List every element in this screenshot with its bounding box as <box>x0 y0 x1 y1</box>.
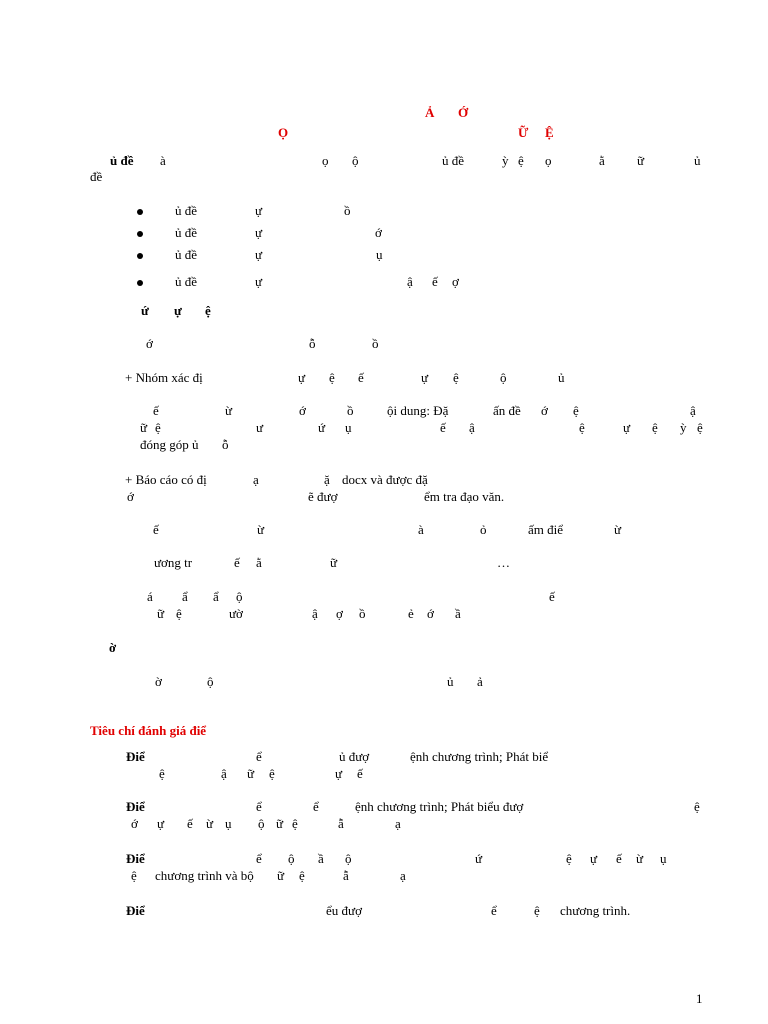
intro-fragment: ằ <box>599 153 605 168</box>
text-fragment: ệ <box>694 799 700 814</box>
title-line2-part2: Ữ <box>518 125 529 140</box>
section-heading-fragment: ứ <box>141 303 149 318</box>
text-fragment: ữ <box>140 420 148 435</box>
intro-fragment: ủ đề <box>110 153 134 168</box>
text-fragment: ứ <box>475 851 483 866</box>
section-heading-fragment: ự <box>174 303 182 318</box>
text-fragment: ớ <box>127 489 134 504</box>
bullet-item-text: ế <box>432 274 438 289</box>
text-fragment: ớ <box>541 403 548 418</box>
intro-fragment: ệ <box>518 153 524 168</box>
criteria-heading: Tiêu chí đánh giá điể <box>90 723 207 738</box>
text-fragment: ữ <box>157 606 165 621</box>
text-fragment: ẩ <box>213 589 219 604</box>
text-fragment: ớ <box>427 606 434 621</box>
text-fragment: ể <box>491 903 497 918</box>
bullet-marker <box>137 253 143 259</box>
text-fragment: ừ <box>614 522 622 537</box>
text-fragment: ự <box>421 370 429 385</box>
text-fragment: ệ <box>566 851 572 866</box>
text-fragment: ớ <box>299 403 306 418</box>
text-fragment: ủ <box>192 437 199 452</box>
text-fragment: ữ <box>330 555 338 570</box>
intro-fragment: ủ <box>694 153 701 168</box>
text-fragment: + Báo cáo có đị <box>125 472 207 487</box>
text-fragment: ộ <box>500 370 507 385</box>
bullet-marker <box>137 231 143 237</box>
text-fragment: ể <box>256 851 262 866</box>
criteria-label: Điể <box>126 851 145 866</box>
text-fragment: ệ <box>573 403 579 418</box>
text-fragment: ệ <box>534 903 540 918</box>
text-fragment: ệ <box>299 868 305 883</box>
text-fragment: … <box>497 555 510 570</box>
text-fragment: ừ <box>257 522 265 537</box>
text-fragment: ệ <box>269 766 275 781</box>
text-fragment: ừ <box>206 816 214 831</box>
text-fragment: ể <box>313 799 319 814</box>
text-fragment: ế <box>358 370 364 385</box>
text-fragment: ộ <box>258 816 265 831</box>
text-fragment: à <box>418 522 424 537</box>
text-fragment: ặ <box>324 472 330 487</box>
text-fragment: ểu đượ <box>326 903 362 918</box>
text-fragment: ẫ <box>338 816 344 831</box>
text-fragment: + Nhóm xác đị <box>125 370 203 385</box>
text-fragment: ậ <box>221 766 227 781</box>
text-fragment: ự <box>335 766 343 781</box>
intro-fragment: ỳ <box>502 153 509 168</box>
intro-fragment: ữ <box>637 153 645 168</box>
text-fragment: ủ <box>558 370 565 385</box>
text-fragment: ả <box>477 674 483 689</box>
bullet-item-text: ủ đề <box>175 225 198 240</box>
bullet-item-text: ợ <box>452 274 459 289</box>
bullet-item-text: ụ <box>376 247 383 262</box>
text-fragment: ộ <box>288 851 295 866</box>
bullet-item-text: ủ đề <box>175 274 198 289</box>
text-fragment: á <box>147 589 153 604</box>
text-fragment: ế <box>440 420 446 435</box>
text-fragment: ư <box>256 420 264 435</box>
text-fragment: ệ <box>453 370 459 385</box>
intro-fragment: đề <box>90 169 103 184</box>
text-fragment: ương tr <box>154 555 193 570</box>
text-fragment: ứ <box>318 420 326 435</box>
text-fragment: ẻ <box>408 606 414 621</box>
text-fragment: ểm tra đạo văn. <box>424 489 505 504</box>
text-fragment: ằ <box>256 555 262 570</box>
bullet-item-text: ồ <box>344 203 351 218</box>
title-line1-part2: Ớ <box>458 105 469 120</box>
text-fragment: ế <box>187 816 193 831</box>
section-heading-fragment: ệ <box>205 303 211 318</box>
text-fragment: ế <box>234 555 240 570</box>
bullet-item-text: ớ <box>375 225 382 240</box>
bullet-item-text: ự <box>255 274 263 289</box>
intro-fragment: ọ <box>545 153 552 168</box>
intro-fragment: ủ đề <box>442 153 465 168</box>
text-fragment: ữ <box>247 766 255 781</box>
text-fragment: ự <box>623 420 631 435</box>
text-fragment: ồ <box>372 336 379 351</box>
text-fragment: ệ <box>329 370 335 385</box>
text-fragment: ệ <box>159 766 165 781</box>
text-fragment: ấm điể <box>528 522 564 537</box>
text-fragment: ệ <box>292 816 298 831</box>
text-fragment: ừ <box>636 851 644 866</box>
bullet-marker <box>137 280 143 286</box>
text-fragment: ể <box>256 799 262 814</box>
text-fragment: ỗ <box>222 437 229 452</box>
text-fragment: ỗ <box>309 336 316 351</box>
text-fragment: ậ <box>690 403 696 418</box>
text-fragment: ụ <box>345 420 352 435</box>
text-fragment: ấn đề <box>493 403 521 418</box>
text-fragment: ừ <box>225 403 233 418</box>
text-fragment: ế <box>616 851 622 866</box>
text-fragment: ụ <box>225 816 232 831</box>
text-fragment: chương trình. <box>560 903 631 918</box>
text-fragment: ệnh chương trình; Phát biểu đượ <box>355 799 524 814</box>
text-fragment: ế <box>549 589 555 604</box>
text-fragment: ậ <box>312 606 318 621</box>
text-fragment: ồ <box>347 403 354 418</box>
text-fragment: ờ <box>155 674 162 689</box>
criteria-label: Điể <box>126 799 145 814</box>
title-line1-part1: Ả <box>425 105 435 120</box>
bullet-item-text: ậ <box>407 274 413 289</box>
text-fragment: ự <box>298 370 306 385</box>
text-fragment: ộ <box>236 589 243 604</box>
text-fragment: ớ <box>146 336 153 351</box>
text-fragment: ỳ <box>680 420 687 435</box>
text-fragment: đóng góp <box>140 437 189 452</box>
title-line2-part3: Ệ <box>545 125 554 140</box>
text-fragment: ế <box>357 766 363 781</box>
text-fragment: ủ đượ <box>339 749 370 764</box>
text-fragment: ệ <box>131 868 137 883</box>
text-fragment: ế <box>153 403 159 418</box>
title-line2-part1: Ọ <box>278 125 289 140</box>
page-number: 1 <box>696 991 703 1006</box>
text-fragment: ộ <box>345 851 352 866</box>
section-heading-fragment: ờ <box>109 640 117 655</box>
text-fragment: ẫ <box>343 868 349 883</box>
text-fragment: ầ <box>318 851 324 866</box>
bullet-item-text: ự <box>255 203 263 218</box>
bullet-item-text: ủ đề <box>175 247 198 262</box>
text-fragment: ự <box>157 816 165 831</box>
intro-fragment: à <box>160 153 166 168</box>
text-fragment: ầ <box>455 606 461 621</box>
text-fragment: ể <box>256 749 262 764</box>
text-fragment: ệ <box>176 606 182 621</box>
text-fragment: ườ <box>229 606 243 621</box>
text-fragment: ạ <box>395 816 401 831</box>
bullet-item-text: ự <box>255 247 263 262</box>
text-fragment: ệ <box>579 420 585 435</box>
text-fragment: ẩ <box>182 589 188 604</box>
text-fragment: docx và được đặ <box>342 472 428 487</box>
text-fragment: ủ <box>447 674 454 689</box>
text-fragment: ệ <box>652 420 658 435</box>
criteria-label: Điể <box>126 903 145 918</box>
criteria-label: Điể <box>126 749 145 764</box>
text-fragment: ỏ <box>480 522 487 537</box>
intro-fragment: ọ <box>322 153 329 168</box>
text-fragment: ệ <box>155 420 161 435</box>
text-fragment: chương trình và bộ <box>155 868 254 883</box>
text-fragment: ệ <box>697 420 703 435</box>
text-fragment: ế <box>153 522 159 537</box>
text-fragment: ạ <box>400 868 406 883</box>
intro-fragment: ộ <box>352 153 359 168</box>
text-fragment: ạ <box>253 472 259 487</box>
text-fragment: ợ <box>336 606 343 621</box>
bullet-item-text: ự <box>255 225 263 240</box>
bullet-item-text: ủ đề <box>175 203 198 218</box>
text-fragment: ự <box>590 851 598 866</box>
text-fragment: ệnh chương trình; Phát biể <box>410 749 549 764</box>
text-fragment: ẽ đượ <box>308 489 338 504</box>
text-fragment: ụ <box>660 851 667 866</box>
text-fragment: ữ <box>277 868 285 883</box>
text-fragment: ồ <box>359 606 366 621</box>
text-fragment: ớ <box>131 816 138 831</box>
bullet-marker <box>137 209 143 215</box>
text-fragment: ậ <box>469 420 475 435</box>
text-fragment: ộ <box>207 674 214 689</box>
text-fragment: ội dung: Đặ <box>387 403 449 418</box>
text-fragment: ữ <box>276 816 284 831</box>
